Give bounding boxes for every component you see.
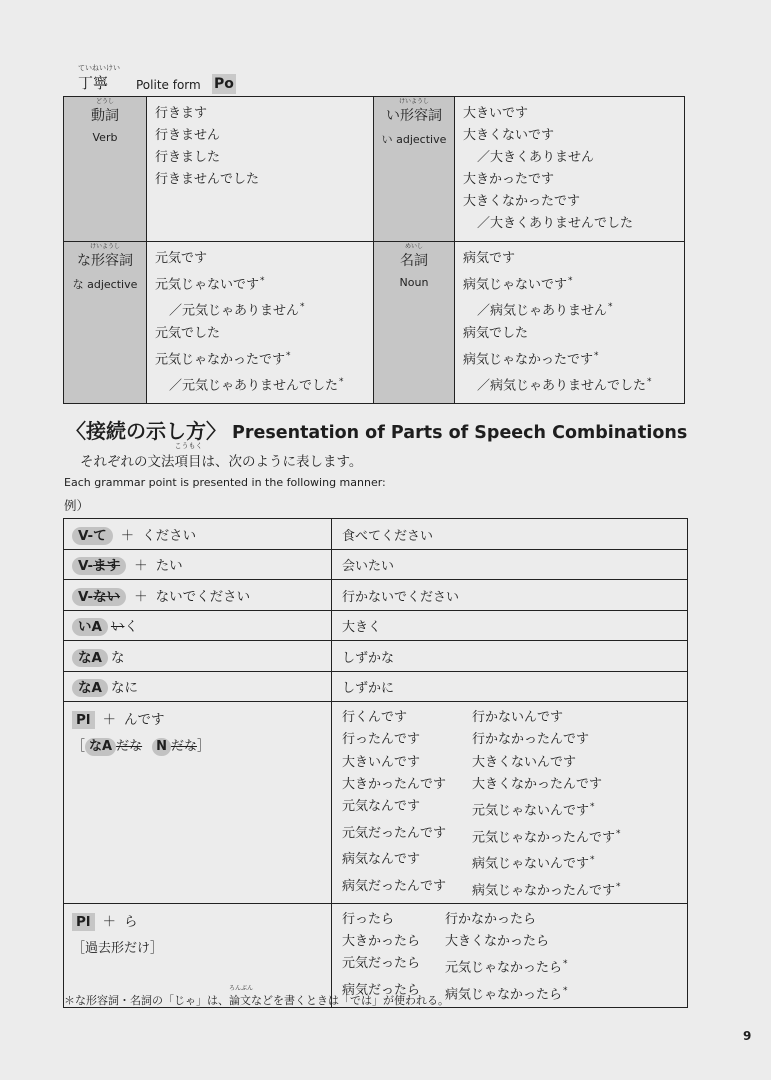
table-row [64, 672, 688, 702]
example-cell: 行かないでください [332, 580, 688, 611]
example-affirmative: 大きかったんです [342, 776, 447, 792]
example-negative: 病気じゃなかったんです [472, 883, 616, 899]
example-pair [342, 953, 687, 980]
pattern-suffix: なに [110, 680, 138, 696]
intro-text: それぞれの文法 [80, 454, 175, 470]
example-negative: 元気じゃなかったんです [472, 830, 616, 846]
furigana: けいようし [89, 243, 120, 250]
furigana: ていねいけい [78, 64, 120, 72]
form-line: 元気でした [155, 325, 221, 341]
pattern-suffix: たい [155, 558, 183, 574]
note-bracket: ］ [197, 739, 211, 754]
example-pair [342, 774, 687, 796]
example-pair [342, 823, 687, 850]
example-negative: 病気じゃないんです [472, 856, 590, 872]
pattern-suffix: ください [142, 527, 197, 544]
table-row [64, 550, 688, 580]
form-line: ／元気じゃありません [169, 303, 300, 319]
furigana: けいようし [398, 98, 429, 105]
pattern-suffix: ら [124, 913, 138, 930]
plus-sign: ＋ [102, 712, 117, 728]
example-cell [332, 702, 688, 904]
asterisk: * [594, 350, 599, 361]
example-negative: 行かなかったら [445, 911, 537, 927]
example-affirmative: 行くんです [342, 710, 408, 725]
plus-sign: ＋ [120, 527, 135, 544]
note-text: だな [170, 739, 197, 754]
asterisk: * [563, 985, 568, 996]
example-pair [342, 796, 687, 823]
example-cell: しずかに [332, 672, 688, 702]
pill-strike-text: ない [93, 588, 121, 605]
verb-label [91, 99, 119, 125]
pattern-suffix: んです [124, 712, 165, 728]
asterisk: * [300, 302, 305, 313]
pattern-pill: いA [72, 618, 108, 636]
example-affirmative: 行ったら [342, 911, 395, 927]
i-adj-label [386, 99, 442, 125]
form-line: ／大きくありませんでした [477, 216, 634, 231]
noun-label-jp: 名詞 [400, 253, 428, 269]
example-negative: 病気じゃなかったら [445, 987, 563, 1003]
asterisk: * [616, 828, 621, 839]
pattern-pill: なA [72, 679, 108, 697]
pattern-suffix: ないでください [155, 588, 251, 605]
example-affirmative: 大きいんです [342, 754, 421, 770]
note-pill: なA [85, 738, 116, 756]
example-cell: しずかな [332, 641, 688, 672]
pill-text: V- [78, 588, 94, 605]
pattern-suffix: な [110, 649, 125, 666]
pattern-note [72, 735, 331, 756]
form-line: 行きます [155, 106, 208, 121]
intro-text: は、次のように表します。 [201, 454, 363, 470]
form-line: ／元気じゃありませんでした [169, 378, 339, 394]
noun-label-en: Noun [399, 276, 429, 289]
verb-forms [147, 97, 374, 242]
form-line: 行きません [155, 128, 221, 143]
pattern-cell [64, 580, 332, 611]
example-affirmative: 行ったんです [342, 732, 421, 748]
asterisk: * [608, 302, 613, 313]
i-adj-label-en: い adjective [381, 133, 447, 146]
example-pair [342, 707, 687, 729]
form-line: 行きました [155, 150, 221, 165]
table-row [64, 641, 688, 672]
example-cell: 会いたい [332, 550, 688, 580]
intro-en: Each grammar point is presented in the following manner: [64, 476, 386, 489]
example-negative: 元気じゃなかったら [445, 960, 563, 976]
example-affirmative: 元気だったんです [342, 825, 447, 841]
page-number: 9 [743, 1029, 752, 1043]
pattern-cell [64, 550, 332, 580]
asterisk: * [286, 350, 291, 361]
form-line: 病気です [463, 251, 516, 266]
pattern-pill [72, 588, 126, 606]
table-row [64, 702, 688, 904]
pl-badge: Pl [72, 913, 95, 931]
footnote-text: などを書くときは「では」が使われる。 [251, 994, 449, 1007]
table-row [64, 611, 688, 641]
pill-text: V- [78, 558, 94, 574]
ruby-base: 論文 [229, 994, 251, 1007]
na-adj-label-cell [64, 242, 147, 404]
plus-sign: ＋ [134, 558, 148, 574]
example-pair [342, 752, 687, 774]
table-row [64, 519, 688, 550]
ruby-word [229, 985, 254, 1008]
pattern-cell [64, 672, 332, 702]
pill-strike-text: ます [93, 558, 121, 574]
plus-sign: ＋ [134, 588, 148, 605]
section-title-en: Presentation of Parts of Speech Combinations [232, 423, 688, 443]
example-cell: 大きく [332, 611, 688, 641]
noun-label [400, 244, 428, 270]
pattern-strike: い [110, 619, 125, 635]
i-adj-label-jp: い形容詞 [386, 108, 442, 124]
form-line: ／病気じゃありません [477, 303, 608, 319]
note-text: だな [116, 739, 143, 754]
example-pair [342, 849, 687, 876]
asterisk: * [647, 376, 652, 387]
form-line: 大きくなかったです [463, 194, 581, 209]
verb-label-cell [64, 97, 147, 242]
ruby-word [174, 442, 203, 470]
form-line: 元気です [155, 251, 208, 266]
example-affirmative: 病気だったら [342, 982, 421, 998]
example-negative: 大きくなかったら [445, 933, 550, 949]
example-affirmative: 元気なんです [342, 799, 421, 815]
pattern-cell [64, 611, 332, 641]
example-affirmative: 病気だったんです [342, 879, 447, 895]
example-pair [342, 931, 687, 953]
asterisk: * [616, 882, 621, 893]
polite-form-table [63, 96, 685, 404]
pattern-cell [64, 702, 332, 904]
combination-table [63, 518, 688, 1008]
example-pair [342, 909, 687, 931]
form-line: 病気でした [463, 325, 529, 341]
asterisk: * [563, 959, 568, 970]
form-line: ／病気じゃありませんでした [477, 378, 647, 394]
na-adj-forms [147, 242, 374, 404]
form-line: 大きかったです [463, 172, 555, 187]
ruby-base: 項目 [174, 454, 202, 470]
example-pair [342, 876, 687, 903]
noun-forms [455, 242, 685, 404]
example-affirmative: 病気なんです [342, 852, 421, 868]
i-adj-forms [455, 97, 685, 242]
po-badge: Po [212, 74, 236, 94]
example-label: 例） [64, 498, 90, 513]
pattern-suffix: く [124, 619, 138, 635]
form-line: 元気じゃないです [155, 277, 260, 293]
section-title-jp: 〈接続の示し方〉 [66, 419, 226, 443]
pattern-cell [64, 641, 332, 672]
pl-badge: Pl [72, 711, 95, 729]
verb-label-jp: 動詞 [91, 108, 119, 124]
i-adj-label-cell [374, 97, 455, 242]
furigana: こうもく [174, 442, 203, 450]
asterisk: * [590, 855, 595, 866]
table-row [64, 97, 685, 242]
pattern-note: ［過去形だけ］ [72, 940, 164, 956]
asterisk: * [590, 802, 595, 813]
example-affirmative: 元気だったら [342, 956, 421, 972]
furigana: めいし [404, 243, 423, 250]
asterisk: * [260, 276, 265, 286]
asterisk: * [339, 376, 344, 387]
form-line: 病気じゃないです [463, 277, 568, 293]
plus-sign: ＋ [102, 913, 117, 930]
table-row [64, 242, 685, 404]
form-line: 病気じゃなかったです [463, 351, 594, 367]
na-adj-label-en: な adjective [72, 278, 138, 291]
polite-form-jp: 丁寧 [78, 74, 109, 92]
form-line: 行きませんでした [155, 172, 260, 187]
na-adj-label [77, 244, 133, 270]
example-pair [342, 729, 687, 751]
form-line: ／大きくありません [477, 150, 595, 165]
verb-label-en: Verb [92, 131, 118, 144]
section-heading [66, 415, 687, 444]
example-negative: 行かなかったんです [472, 732, 590, 748]
example-negative: 大きくないんです [472, 754, 577, 770]
form-line: 元気じゃなかったです [155, 351, 286, 367]
na-adj-label-jp: な形容詞 [77, 253, 133, 269]
furigana: ろんぶん [229, 985, 254, 992]
intro-jp [80, 442, 363, 470]
form-line: 大きくないです [463, 128, 555, 143]
furigana: どうし [95, 98, 114, 105]
noun-label-cell [374, 242, 455, 404]
example-negative: 行かないんです [472, 710, 564, 725]
asterisk: * [568, 276, 573, 286]
pattern-pill [72, 557, 126, 575]
pattern-pill: なA [72, 649, 108, 667]
footnote-text: ＊な形容詞・名詞の「じゃ」は、 [64, 994, 229, 1007]
pattern-cell [64, 519, 332, 550]
table-row [64, 580, 688, 611]
polite-form-en: Polite form [136, 78, 201, 92]
example-affirmative: 大きかったら [342, 933, 421, 949]
example-negative: 大きくなかったんです [472, 776, 603, 792]
example-cell: 食べてください [332, 519, 688, 550]
note-bracket: ［ [72, 739, 86, 754]
example-negative: 元気じゃないんです [472, 803, 590, 819]
form-line: 大きいです [463, 106, 529, 121]
pattern-pill: V-て [72, 527, 113, 545]
note-pill: N [152, 738, 171, 756]
